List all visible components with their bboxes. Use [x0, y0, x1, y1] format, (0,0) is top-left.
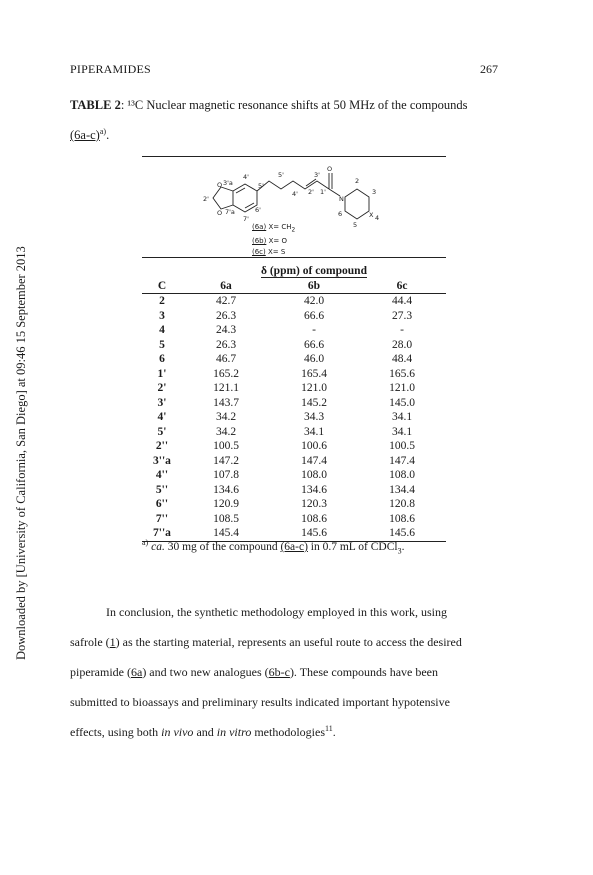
- running-head: PIPERAMIDES: [70, 62, 151, 76]
- column-header: 6a: [182, 279, 270, 294]
- shift-value: 100.5: [389, 440, 415, 452]
- table-row: [142, 425, 446, 440]
- shift-value: 147.4: [389, 454, 415, 467]
- atom-label: 2: [355, 177, 360, 185]
- atom-label: 6': [255, 206, 261, 214]
- table-row: [142, 352, 446, 367]
- table-row: [142, 468, 446, 483]
- shift-value: 147.4: [301, 454, 327, 467]
- column-header: 6b: [270, 279, 358, 294]
- table-row: [142, 483, 446, 498]
- table-label: TABLE 2: [70, 98, 121, 112]
- caption-compounds: (6a-c): [70, 128, 100, 142]
- table-caption: [70, 90, 520, 120]
- table-row: [142, 367, 446, 382]
- carbon-label: 2'': [155, 440, 169, 452]
- paragraph-line: submitted to bioassays and preliminary results indicated important hypotensive: [70, 695, 450, 709]
- carbon-label: 3: [159, 309, 165, 322]
- atom-label: 7'a: [225, 208, 235, 216]
- shift-value: 145.4: [213, 527, 239, 539]
- variant-6c: (6c) X= S: [252, 248, 286, 257]
- table-row: [142, 526, 446, 541]
- shift-value: 165.6: [389, 367, 415, 380]
- shift-value: 66.6: [303, 338, 325, 351]
- shift-value: 147.2: [213, 454, 239, 467]
- carbon-label: 5': [157, 425, 167, 438]
- shift-value: 34.1: [391, 425, 413, 438]
- atom-label: 7': [243, 215, 249, 223]
- carbon-label: 7''a: [153, 527, 171, 539]
- carbon-label: 5'': [155, 483, 169, 496]
- carbon-label: 4': [157, 411, 167, 423]
- carbon-label: 4: [159, 324, 165, 336]
- variant-6a: (6a) $X= CH_2$: [252, 223, 296, 234]
- shift-value: 145.6: [389, 527, 415, 539]
- table-row: [142, 497, 446, 512]
- shift-value: 120.9: [213, 498, 239, 510]
- shift-value: 145.0: [389, 396, 415, 409]
- shift-value: 108.6: [389, 512, 415, 525]
- table-row: [142, 512, 446, 527]
- atom-label: 3': [314, 171, 320, 179]
- table-body: [142, 294, 446, 541]
- shift-value: 108.0: [301, 469, 327, 481]
- shift-value: 134.6: [213, 483, 239, 496]
- shift-value: 46.0: [303, 353, 325, 365]
- body-paragraph: [70, 597, 526, 747]
- nmr-table: [142, 264, 446, 542]
- atom-label: 5: [353, 221, 358, 229]
- shift-value: -: [312, 324, 316, 336]
- table-row: [142, 294, 446, 309]
- caption-text: : ¹³C Nuclear magnetic resonance shifts at 50 MHz of the compounds: [120, 98, 468, 112]
- shift-value: 143.7: [213, 396, 239, 409]
- carbon-label: 3''a: [153, 454, 171, 467]
- atom-label: 3: [372, 188, 377, 196]
- page-number: 267: [480, 62, 498, 76]
- shift-value: 27.3: [391, 309, 413, 322]
- atom-label: O: [217, 181, 223, 189]
- download-notice: Downloaded by [University of California, San Diego] at 09:46 15 September 2013: [14, 246, 28, 660]
- shift-value: 24.3: [215, 324, 237, 336]
- column-header: C: [142, 279, 182, 294]
- paragraph-line: In conclusion, the synthetic methodology employed in this work, using: [106, 605, 447, 619]
- shift-value: 34.2: [215, 425, 237, 438]
- shift-value: 34.2: [215, 411, 237, 423]
- atom-label: 6: [338, 210, 343, 218]
- carbon-label: 6'': [155, 498, 169, 510]
- shift-value: 121.0: [301, 382, 327, 394]
- shift-value: 121.1: [213, 382, 239, 394]
- caption-footnote-marker: a): [99, 126, 107, 136]
- atom-label: 5': [258, 182, 264, 190]
- shift-value: 145.6: [301, 527, 327, 539]
- paragraph-line: piperamide (6a) and two new analogues (6b-c). These compounds have been: [70, 665, 439, 679]
- shift-value: 44.4: [391, 295, 413, 307]
- atom-label: 1': [320, 188, 326, 196]
- table-row: [142, 338, 446, 353]
- shift-value: 42.0: [303, 295, 325, 307]
- carbon-label: 3': [157, 396, 167, 409]
- atom-label: 4: [375, 214, 380, 222]
- shift-value: 100.6: [301, 440, 327, 452]
- atom-label: 3'a: [223, 179, 233, 187]
- shift-value: 100.5: [213, 440, 239, 452]
- shift-value: 108.0: [389, 469, 415, 481]
- shift-value: 26.3: [215, 309, 237, 322]
- table-row: [142, 381, 446, 396]
- heterocycle-ring: [345, 189, 369, 219]
- table-row: [142, 396, 446, 411]
- table-footnote: $^{a)}$ ca. 30 mg of the compound (6a-c) in 0.7 mL of CDCl$_3$.: [142, 538, 405, 556]
- shift-value: 34.3: [303, 411, 325, 423]
- shift-value: 134.4: [389, 483, 415, 496]
- table-top-rule: [142, 156, 446, 157]
- shift-value: 108.6: [301, 512, 327, 525]
- variant-6b: (6b) X= O: [252, 237, 287, 246]
- shift-value: 145.2: [301, 396, 327, 409]
- atom-label: 5': [278, 171, 284, 179]
- paragraph-line: safrole (1) as the starting material, represents an useful route to access the desired: [70, 635, 462, 649]
- shift-value: 120.3: [301, 498, 327, 510]
- paragraph-line: effects, using both in vivo and in vitro methodologies$^{11}$.: [70, 724, 336, 739]
- atom-label: O: [217, 209, 223, 217]
- shift-value: 46.7: [215, 353, 237, 365]
- shift-value: 165.4: [301, 367, 327, 380]
- atom-label: 4': [292, 190, 298, 198]
- delta-header: δ (ppm) of compound: [261, 265, 367, 277]
- table-row: [142, 454, 446, 469]
- carbon-label: 1': [157, 367, 167, 380]
- carbon-label: 6: [159, 353, 165, 365]
- shift-value: 28.0: [391, 338, 413, 351]
- atom-label: 2': [308, 188, 314, 196]
- carbon-label: 7'': [155, 512, 169, 525]
- shift-value: 165.2: [213, 367, 239, 380]
- table-header-rule: [142, 257, 446, 258]
- atom-label: X: [369, 211, 374, 219]
- variant-list: [252, 222, 295, 258]
- atom-label: O: [327, 165, 333, 173]
- atom-label: N: [339, 195, 344, 203]
- shift-value: 42.7: [215, 295, 237, 307]
- atom-label: 4': [243, 173, 249, 181]
- caption-end: .: [106, 128, 110, 142]
- table-row: [142, 439, 446, 454]
- carbon-label: 4'': [155, 469, 169, 481]
- carbon-label: 2: [159, 295, 165, 307]
- shift-value: 107.8: [213, 469, 239, 481]
- shift-value: 26.3: [215, 338, 237, 351]
- shift-value: 134.6: [301, 483, 327, 496]
- shift-value: 48.4: [391, 353, 413, 365]
- table-row: [142, 309, 446, 324]
- chemical-structure-diagram: [195, 163, 425, 263]
- shift-value: 66.6: [303, 309, 325, 322]
- shift-value: 34.1: [391, 411, 413, 423]
- shift-value: 121.0: [389, 382, 415, 394]
- carbon-label: 2': [157, 382, 167, 394]
- shift-value: 108.5: [213, 512, 239, 525]
- shift-value: 34.1: [303, 425, 325, 438]
- shift-value: 120.8: [389, 498, 415, 510]
- carbon-label: 5: [159, 338, 165, 351]
- shift-value: -: [400, 324, 404, 336]
- table-row: [142, 323, 446, 338]
- table-row: [142, 410, 446, 425]
- table-caption-line2: [70, 120, 520, 150]
- column-header: 6c: [358, 279, 446, 294]
- atom-label: 2': [203, 195, 209, 203]
